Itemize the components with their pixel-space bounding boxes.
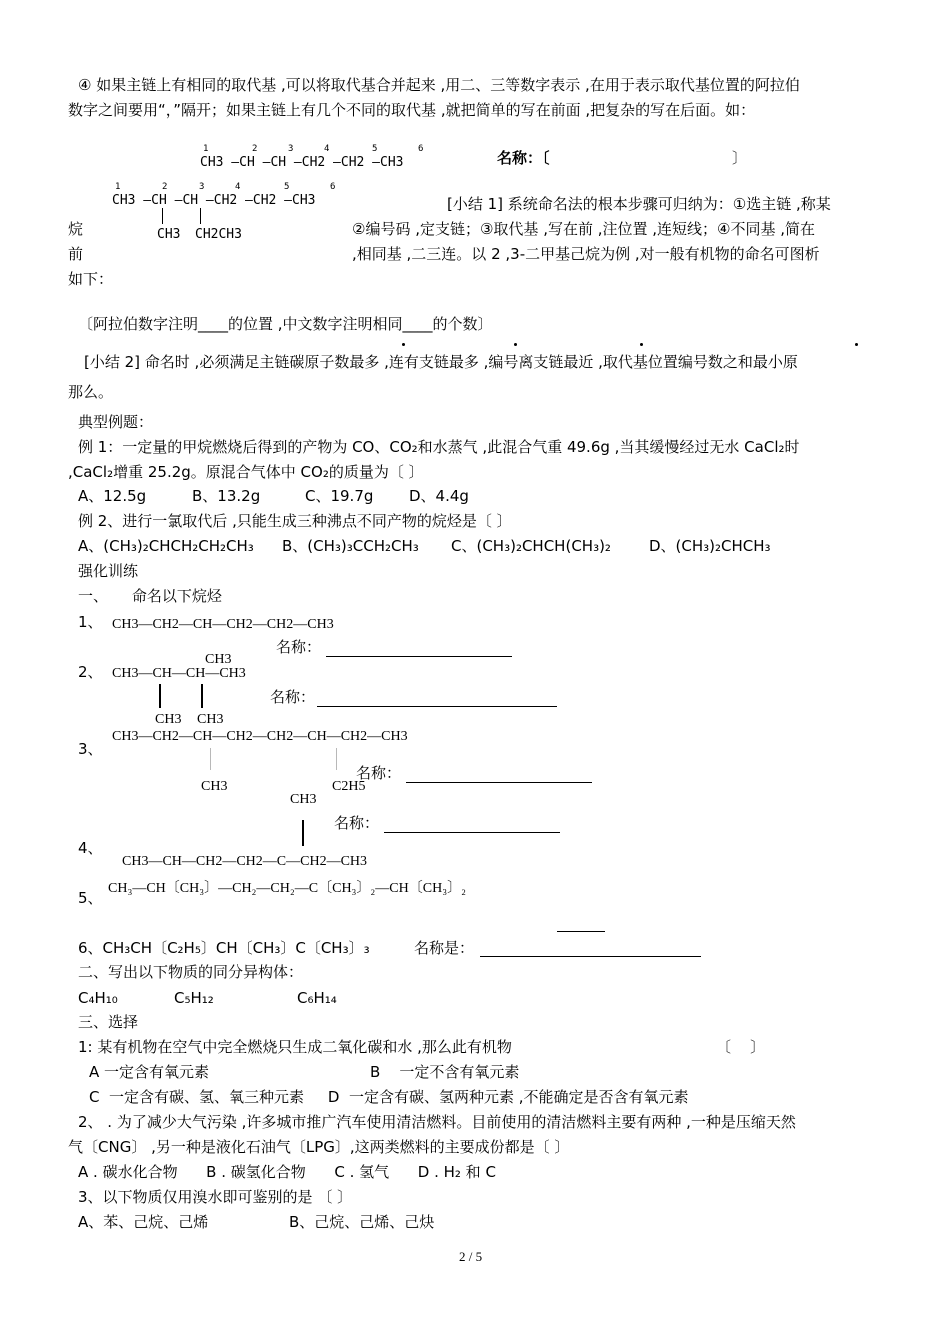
example1-chain: CH3 —CH —CH —CH2 —CH2 —CH3 <box>200 155 404 170</box>
example1-option-a: A、12.5g <box>78 487 147 505</box>
emphasis-dot <box>402 343 405 346</box>
bond-line <box>210 748 211 770</box>
summary1-line2: ②编号码 ,定支链；③取代基 ,写在前 ,注位置 ,连短线；④不同基 ,简在 <box>352 220 816 238</box>
carbon-number: 4 <box>235 182 241 192</box>
example1-name-label: 名称：〔 <box>497 149 550 167</box>
training-q4-answer-line <box>384 832 560 833</box>
bond-line <box>162 208 163 224</box>
summary2-line1: [小结 2] 命名时 ,必须满足主链碳原子数最多 ,连有支链最多 ,编号离支链最近 ,取代基位置编号数之和最小原 <box>84 353 798 371</box>
section2-heading: 二、写出以下物质的同分异构体： <box>78 963 304 981</box>
example2-sub2: CH2CH3 <box>195 227 242 242</box>
section3-heading: 三、选择 <box>78 1013 139 1031</box>
training-q1-substituent: CH3 <box>205 652 232 667</box>
training-q3-number: 3、 <box>78 740 103 758</box>
summary1-line4: 如下： <box>68 270 114 288</box>
section2-item-c6h14: C₆H₁₄ <box>297 989 337 1007</box>
example1-name-close: 〕 <box>732 149 748 167</box>
section3-q1-option-b: B 一定不含有氧元素 <box>370 1063 520 1081</box>
training-q2-chain: CH3—CH—CH—CH3 <box>112 666 246 681</box>
training-q2-number: 2、 <box>78 663 103 681</box>
example1-line1: 例 1：一定量的甲烷燃烧后得到的产物为 CO、CO₂和水蒸气 ,此混合气重 49.6g ,当其缓慢经过无水 CaCl₂时 <box>78 438 800 456</box>
example2-option-a: A、(CH₃)₂CHCH₂CH₂CH₃ <box>78 537 254 555</box>
training-q2-name-label: 名称： <box>270 688 316 706</box>
examples-heading: 典型例题： <box>78 413 154 431</box>
training-q6-answer-line <box>480 956 701 957</box>
summary1-line1: [小结 1] 系统命名法的根本步骤可归纳为：①选主链 ,称某 <box>447 195 831 213</box>
training-q1-chain: CH3—CH2—CH—CH2—CH2—CH3 <box>112 617 334 632</box>
section3-q2-line1: 2、 . 为了减少大气污染 ,许多城市推广汽车使用清洁燃料。目前使用的清洁燃料主要有两种 ,一种是压缩天然 <box>78 1113 796 1131</box>
carbon-number: 1 <box>203 144 209 154</box>
example2-line: 例 2、进行一氯取代后 ,只能生成三种沸点不同产物的烷烃是〔 〕 <box>78 512 512 530</box>
naming-note: 〔阿拉伯数字注明____的位置 ,中文数字注明相同____的个数〕 <box>78 315 493 333</box>
bond-line <box>302 820 304 846</box>
training-q1-answer-line <box>326 656 512 657</box>
training-q2-substituent-1: CH3 <box>155 712 182 727</box>
emphasis-dot <box>514 343 517 346</box>
training-section1: 一、 命名以下烷烃 <box>78 587 222 605</box>
rule4-line1: ④ 如果主链上有相同的取代基 ,可以将取代基合并起来 ,用二、三等数字表示 ,在用于表示取代基位置的阿拉伯 <box>78 76 800 94</box>
carbon-number: 6 <box>330 182 336 192</box>
section3-q1-option-a: A 一定含有氧元素 <box>89 1063 210 1081</box>
emphasis-dot <box>855 343 858 346</box>
training-q5-answer-line <box>557 931 605 932</box>
training-q4-chain: CH3—CH—CH2—CH2—C—CH2—CH3 <box>122 854 368 869</box>
bond-line <box>336 748 337 770</box>
section3-q2-options: A . 碳水化合物 B . 碳氢化合物 C . 氢气 D . H₂ 和 C <box>78 1163 496 1181</box>
example1-option-d: D、4.4g <box>409 487 469 505</box>
carbon-number: 2 <box>162 182 168 192</box>
example2-option-d: D、(CH₃)₂CHCH₃ <box>649 537 771 555</box>
carbon-number: 6 <box>418 144 424 154</box>
section3-q3-option-a: A、苯、己烷、己烯 <box>78 1213 209 1231</box>
section2-item-c5h12: C₅H₁₂ <box>174 989 214 1007</box>
section3-q1-option-cd: C 一定含有碳、氢、氧三种元素 D 一定含有碳、氢两种元素 ,不能确定是否含有氧元素 <box>89 1088 689 1106</box>
training-q1-name-label: 名称： <box>276 638 322 656</box>
carbon-number: 2 <box>252 144 258 154</box>
example2-option-c: C、(CH₃)₂CHCH(CH₃)₂ <box>451 537 611 555</box>
section3-q3: 3、以下物质仅用溴水即可鉴别的是 〔 〕 <box>78 1188 353 1206</box>
training-q6-name-label: 名称是： <box>414 939 475 957</box>
training-q3-name-label: 名称： <box>356 764 402 782</box>
summary1-line3: ,相同基 ,二三连。以 2 ,3-二甲基己烷为例 ,对一般有机物的命名可图析 <box>352 245 820 263</box>
carbon-number: 1 <box>115 182 121 192</box>
example2-sub1: CH3 <box>157 227 181 242</box>
section3-q3-option-b: B、己烷、己烯、己炔 <box>289 1213 435 1231</box>
bond-line <box>200 208 201 224</box>
example1-option-c: C、19.7g <box>305 487 374 505</box>
section3-q1-bracket: 〔 〕 <box>716 1038 766 1056</box>
bond-line <box>201 684 203 708</box>
training-q3-answer-line <box>406 782 592 783</box>
bond-line <box>159 684 161 708</box>
example2-option-b: B、(CH₃)₃CCH₂CH₃ <box>282 537 419 555</box>
section3-q2-line2: 气〔CNG〕 ,另一种是液化石油气〔LPG〕,这两类燃料的主要成份都是〔 〕 <box>68 1138 570 1156</box>
carbon-number: 3 <box>288 144 294 154</box>
rule4-line2: 数字之间要用“，”隔开；如果主链上有几个不同的取代基 ,就把简单的写在前面 ,把复杂的写在后面。如： <box>68 101 756 119</box>
training-heading: 强化训练 <box>78 562 139 580</box>
carbon-number: 5 <box>372 144 378 154</box>
example1-option-b: B、13.2g <box>192 487 261 505</box>
section3-q1: 1: 某有机物在空气中完全燃烧只生成二氧化碳和水 ,那么此有机物 <box>78 1038 512 1056</box>
training-q2-answer-line <box>317 706 557 707</box>
training-q4-name-label: 名称： <box>334 814 380 832</box>
training-q5-formula: CH₃—CH〔CH₃〕—CH₂—CH₂—C〔CH₃〕₂—CH〔CH₃〕₂ <box>108 881 466 896</box>
training-q4-top-substituent: CH3 <box>290 792 317 807</box>
example2-chain: CH3 —CH —CH —CH2 —CH2 —CH3 <box>112 193 316 208</box>
summary1-left-word1: 烷 <box>68 220 84 238</box>
summary1-left-word2: 前 <box>68 245 84 263</box>
training-q5-number: 5、 <box>78 889 103 907</box>
page-number: 2 / 5 <box>459 1249 483 1264</box>
training-q3-substituent-2: C2H5 <box>332 779 366 794</box>
section2-item-c4h10: C₄H₁₀ <box>78 989 118 1007</box>
example1-line2: ,CaCl₂增重 25.2g。原混合气体中 CO₂的质量为〔 〕 <box>68 463 424 481</box>
carbon-number: 3 <box>199 182 205 192</box>
summary2-line2: 那么。 <box>68 383 114 401</box>
training-q2-substituent-2: CH3 <box>197 712 224 727</box>
training-q6-formula: 6、CH₃CH〔C₂H₅〕CH〔CH₃〕C〔CH₃〕₃ <box>78 939 370 957</box>
carbon-number: 5 <box>284 182 290 192</box>
emphasis-dot <box>640 343 643 346</box>
training-q3-chain: CH3—CH2—CH—CH2—CH2—CH—CH2—CH3 <box>112 729 408 744</box>
training-q3-substituent-1: CH3 <box>201 779 228 794</box>
training-q4-number: 4、 <box>78 839 103 857</box>
carbon-number: 4 <box>324 144 330 154</box>
training-q1-number: 1、 <box>78 613 103 631</box>
